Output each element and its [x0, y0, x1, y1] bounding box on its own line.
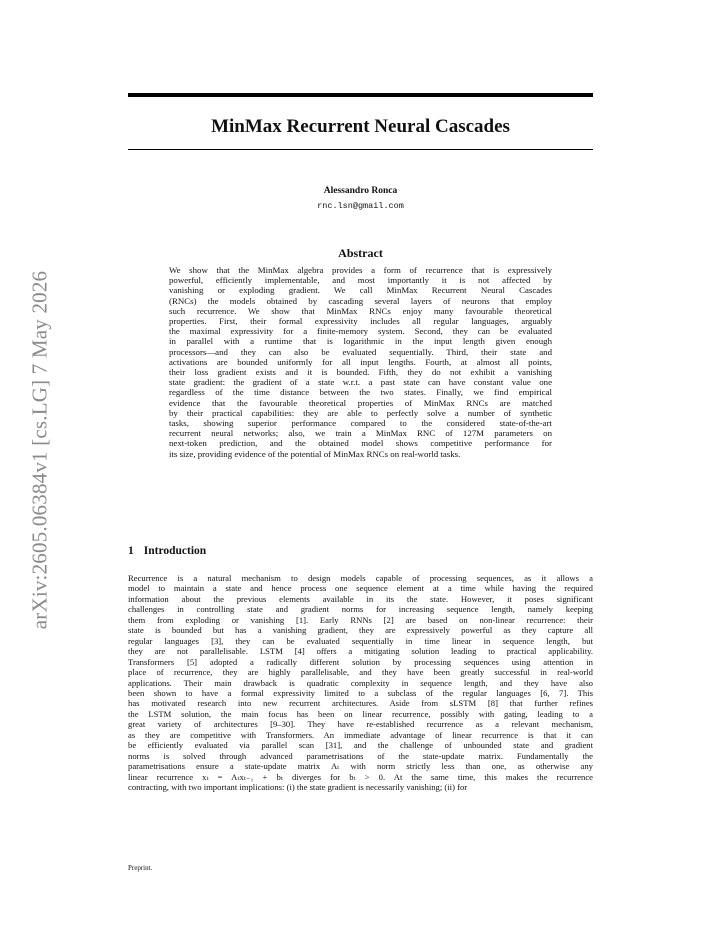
intro-line: as they are competitive with Transformers. An immediate advantage of linear recurrence is that it can	[128, 729, 593, 740]
abstract-line: next-token prediction, and the obtained model shows competitive performance for	[169, 438, 552, 449]
intro-line: has motivated research into new recurrent architectures. Aside from sLSTM [8] that further refines	[128, 698, 593, 709]
abstract-line: recurrent neural networks; also, we train a MinMax RNC of 127M parameters on	[169, 428, 552, 439]
abstract-line: processors—and they can also be evaluated sequentially. Third, their state and	[169, 346, 552, 357]
intro-line: been shown to have a formal expressivity limited to a subclass of the regular languages [6, 7]. This	[128, 687, 593, 698]
footer-note: Preprint.	[128, 864, 153, 872]
intro-line: parametrisations ensure a state-update matrix Aₜ with norm strictly less than one, as otherwise any	[128, 761, 593, 772]
abstract-line: vanishing or exploding gradient. We call MinMax Recurrent Neural Cascades	[169, 285, 552, 296]
abstract-line: state gradient: the gradient of a state w.r.t. a past state can have constant value one	[169, 377, 552, 388]
intro-line: they are not parallelisable. LSTM [4] offers a mitigating solution leading to practical applicability.	[128, 646, 593, 657]
section-heading	[128, 545, 206, 557]
abstract-line: evidence that the favourable theoretical properties of MinMax RNCs are matched	[169, 397, 552, 408]
introduction-body	[128, 573, 593, 793]
intro-line: Recurrence is a natural mechanism to design models capable of processing sequences, as it allows a	[128, 573, 593, 583]
intro-line: challenges in controlling state and gradient norms for increasing sequence length, namely keeping	[128, 604, 593, 615]
abstract-line: its size, providing evidence of the potential of MinMax RNCs on real-world tasks.	[169, 448, 461, 459]
abstract-line: by their practical capabilities: they are able to perfectly solve a number of synthetic	[169, 407, 552, 418]
intro-line: place of recurrence, they are highly parallelisable, and they have been greatly successful in real-world	[128, 667, 593, 678]
intro-line: applications. Their main drawback is quadratic complexity in sequence length, and they have also	[128, 677, 593, 688]
intro-line: contracting, with two important implications: (i) the state gradient is necessarily vanishing; (ii) for	[128, 782, 468, 793]
abstract-body	[169, 265, 552, 459]
intro-line: great variety of architectures [9–30]. They have re-established recurrence as a relevant mechanism,	[128, 719, 593, 730]
abstract-line: properties. First, their formal expressivity includes all regular languages, arguably	[169, 316, 552, 327]
intro-line: norms is solved through advanced parametrisations of the state-update matrix. Fundamentally the	[128, 750, 593, 761]
intro-line: be efficiently evaluated via parallel scan [31], and the challenge of unbounded state and gradient	[128, 740, 593, 751]
section-number: 1	[128, 545, 134, 557]
intro-line: them from exploding or vanishing [1]. Early RNNs [2] are based on non-linear recurrence: their	[128, 614, 593, 625]
intro-line: information about the previous elements available in its the state. However, it poses significant	[128, 593, 593, 604]
abstract-line: their loss gradient exists and it is bounded. Fifth, they do not exhibit a vanishing	[169, 367, 552, 378]
title-rule-bottom	[128, 149, 593, 150]
abstract-heading: Abstract	[338, 246, 383, 260]
intro-line: regular languages [3], they can be evaluated sequentially in time linear in sequence length, but	[128, 635, 593, 646]
arxiv-side-stamp	[14, 270, 66, 630]
abstract-line: such recurrence. We show that MinMax RNCs enjoy many favourable theoretical	[169, 305, 552, 316]
section-title: Introduction	[143, 545, 207, 557]
abstract-line: We show that the MinMax algebra provides a form of recurrence that is expressively	[169, 265, 552, 275]
abstract-line: in parallel with a runtime that is logarithmic in the input length given enough	[169, 336, 552, 347]
intro-line: the LSTM solution, the main focus has been on linear recurrence, possibly with gating, leading to a	[128, 708, 593, 719]
author-email: rnc.lsn@gmail.com	[317, 201, 404, 211]
abstract-line: activations are bounded uniformly for all input lengths. Fourth, at almost all points,	[169, 356, 552, 367]
arxiv-identifier: arXiv:2605.06384v1 [cs.LG] 7 May 2026	[27, 270, 52, 630]
intro-line: linear recurrence xₜ = Aₜxₜ₋₁ + bₜ diverges for bₜ > 0. At the same time, this makes the recurrence	[128, 771, 593, 782]
intro-line: state is bounded but has a vanishing gradient, they are expressively powerful as they capture all	[128, 625, 593, 636]
abstract-line: the maximal expressivity for a finite-memory system. Second, they can be evaluated	[169, 326, 552, 337]
abstract-line: regardless of the time distance between the two states. Finally, we find empirical	[169, 387, 552, 398]
abstract-line: tasks, showing superior performance compared to the considered state-of-the-art	[169, 418, 552, 429]
abstract-line: powerful, efficiently implementable, and most importantly it is not affected by	[169, 275, 552, 286]
paper-title: MinMax Recurrent Neural Cascades	[211, 116, 510, 137]
title-rule-top	[128, 93, 593, 97]
abstract-line: (RNCs) the models obtained by cascading several layers of neurons that employ	[169, 295, 552, 306]
intro-line: Transformers [5] adopted a radically different solution by processing sequences using attention in	[128, 656, 593, 667]
author-name: Alessandro Ronca	[323, 186, 398, 196]
intro-line: model to maintain a state and hence process one sequence element at a time while having the required	[128, 583, 593, 594]
